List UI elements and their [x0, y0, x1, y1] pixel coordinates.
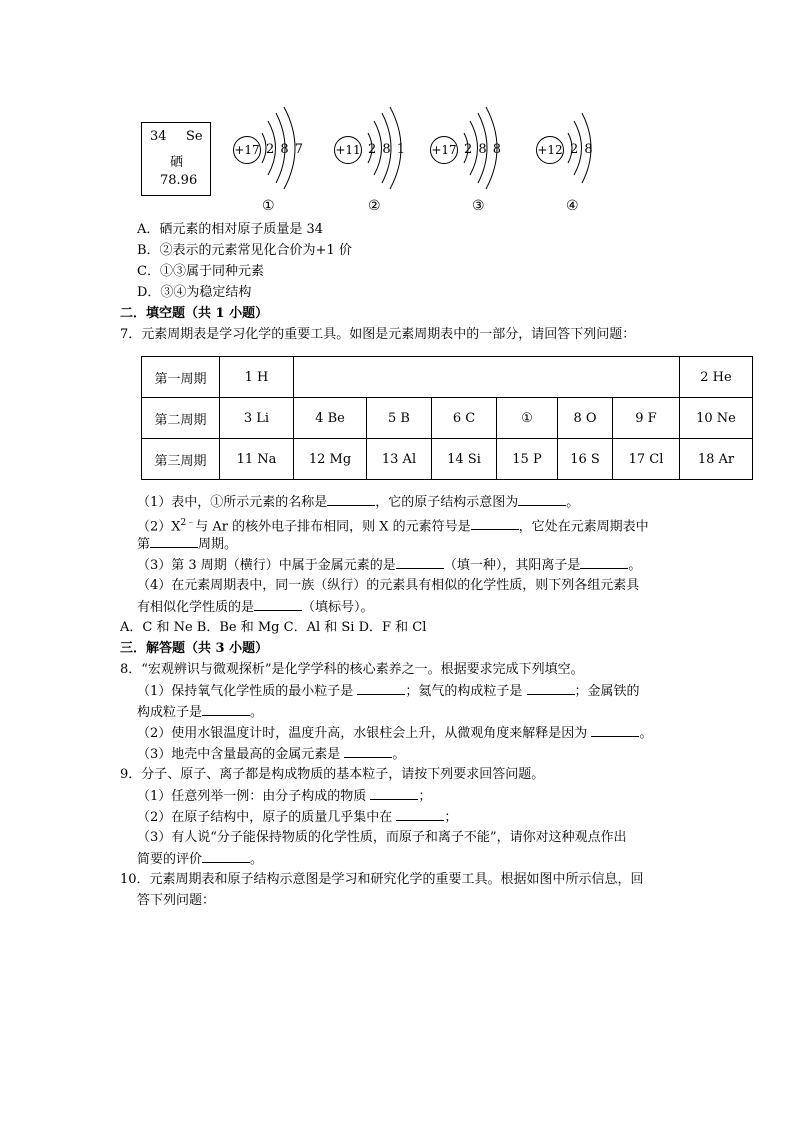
table-row: [142, 398, 753, 439]
atom-diagram-3: [430, 103, 540, 193]
cell: 5 B: [367, 398, 432, 439]
q9-stem: 9．分子、原子、离子都是构成物质的基本粒子，请按下列要求回答问题。: [120, 767, 545, 782]
text: 第: [137, 537, 151, 552]
cell: 3 Li: [220, 398, 294, 439]
text: 。: [250, 852, 264, 867]
option-b: B．②表示的元素常见化合价为+1 价: [137, 243, 352, 258]
atomic-mass: 78.96: [160, 173, 198, 188]
nucleus: +17: [430, 136, 458, 164]
q7-options: A．C 和 Ne B．Be 和 Mg C．Al 和 Si D．F 和 Cl: [120, 620, 427, 635]
cell: ①: [497, 398, 558, 439]
answer-blank[interactable]: [580, 555, 628, 569]
cell: 6 C: [432, 398, 497, 439]
answer-blank[interactable]: [591, 723, 639, 737]
element-symbol: Se: [186, 129, 203, 144]
text: 。: [566, 495, 580, 510]
answer-blank[interactable]: [344, 744, 392, 758]
row-head: 第一周期: [142, 357, 220, 398]
text: 。: [639, 726, 653, 741]
text: 简要的评价: [137, 852, 203, 867]
section-answer: 三．解答题（共 3 小题）: [120, 641, 269, 656]
text: 。: [392, 747, 406, 762]
option-d: D．③④为稳定结构: [137, 285, 252, 300]
atom-label-2: ②: [368, 198, 381, 214]
atom-diagram-4: [534, 103, 644, 193]
q7-part1: [137, 492, 579, 513]
nucleus: +17: [233, 136, 261, 164]
cell: 2 He: [680, 357, 753, 398]
text: （1）保持氧气化学性质的最小粒子是: [137, 684, 358, 699]
text: 。: [628, 558, 642, 573]
atom-label-3: ③: [472, 198, 485, 214]
electron-shells: 2 8 8: [464, 142, 503, 157]
cell: 11 Na: [220, 439, 294, 480]
nucleus: +11: [334, 136, 362, 164]
empty-cell: [294, 357, 680, 398]
nucleus: +12: [536, 136, 564, 164]
option-a: A．硒元素的相对原子质量是 34: [137, 222, 324, 237]
text: ；: [418, 789, 432, 804]
cell: 10 Ne: [680, 398, 753, 439]
cell: 15 P: [497, 439, 558, 480]
text: ；氦气的构成粒子是: [405, 684, 527, 699]
q8-part2: [137, 723, 652, 744]
q9-part1: [137, 786, 431, 807]
answer-blank[interactable]: [327, 492, 375, 506]
q7-part4: （4）在元素周期表中，同一族（纵行）的元素具有相似的化学性质，则下列各组元素具: [137, 578, 640, 593]
cell: 13 Al: [367, 439, 432, 480]
q8-part3: [137, 744, 405, 765]
q8-part1: [137, 681, 640, 702]
atom-diagram-1: [228, 103, 338, 193]
answer-blank[interactable]: [396, 807, 444, 821]
element-name: 硒: [170, 155, 184, 170]
electron-shells: 2 8: [570, 142, 594, 157]
answer-blank[interactable]: [527, 681, 575, 695]
q9-part2: [137, 807, 457, 828]
q8-part1-cont: [137, 702, 263, 723]
answer-blank[interactable]: [202, 849, 250, 863]
electron-shells: 2 8 7: [266, 142, 305, 157]
text: 。: [250, 705, 264, 720]
text: ，它处在元素周期表中: [518, 519, 649, 535]
table-row: [142, 357, 753, 398]
q9-part3: （3）有人说“分子能保持物质的化学性质，而原子和离子不能”，请你对这种观点作出: [137, 830, 627, 845]
answer-blank[interactable]: [471, 516, 519, 530]
text: 有相似化学性质的是: [137, 600, 255, 615]
element-card: [141, 122, 211, 196]
table-row: [142, 439, 753, 480]
atom-diagram-2: [334, 103, 444, 193]
q7-part2-cont: [137, 534, 237, 555]
charge-superscript: 2﹣: [180, 518, 196, 528]
text: （2）在原子结构中，原子的质量几乎集中在: [137, 810, 397, 825]
q9-part3-cont: [137, 849, 263, 870]
answer-blank[interactable]: [150, 534, 198, 548]
row-head: 第三周期: [142, 439, 220, 480]
answer-blank[interactable]: [396, 555, 444, 569]
cell: 9 F: [613, 398, 680, 439]
atomic-number: 34: [150, 129, 167, 144]
text: （2）X: [137, 519, 181, 535]
text: 与 Ar 的核外电子排布相同，则 X 的元素符号是: [195, 519, 471, 535]
q10-stem-cont: 答下列问题：: [137, 893, 216, 908]
periodic-table: [141, 356, 753, 480]
text: （2）使用水银温度计时，温度升高，水银柱会上升，从微观角度来解释是因为: [137, 726, 592, 741]
text: （填标号）。: [302, 600, 374, 615]
option-c: C．①③属于同种元素: [137, 264, 264, 279]
text: ，它的原子结构示意图为: [375, 495, 519, 510]
q7-part3: [137, 555, 641, 576]
answer-blank[interactable]: [202, 702, 250, 716]
text: （填一种），其阳离子是: [443, 558, 581, 573]
cell: 8 O: [558, 398, 613, 439]
atom-label-4: ④: [566, 198, 579, 214]
q7-stem: 7．元素周期表是学习化学的重要工具。如图是元素周期表中的一部分，请回答下列问题：: [120, 327, 636, 342]
cell: 14 Si: [432, 439, 497, 480]
text: 构成粒子是: [137, 705, 203, 720]
cell: 17 Cl: [613, 439, 680, 480]
text: （3）地壳中含量最高的金属元素是: [137, 747, 345, 762]
text: （3）第 3 周期（横行）中属于金属元素的是: [137, 558, 396, 573]
electron-shells: 2 8 1: [368, 142, 407, 157]
cell: 16 S: [558, 439, 613, 480]
cell: 18 Ar: [680, 439, 753, 480]
cell: 4 Be: [294, 398, 367, 439]
answer-blank[interactable]: [370, 786, 418, 800]
text: 周期。: [198, 537, 238, 552]
section-fill-in: 二．填空题（共 1 小题）: [120, 306, 269, 321]
q8-stem: 8．“宏观辨识与微观探析”是化学学科的核心素养之一。根据要求完成下列填空。: [120, 662, 584, 677]
answer-blank[interactable]: [254, 597, 302, 611]
cell: 1 H: [220, 357, 294, 398]
text: ；: [444, 810, 458, 825]
atom-label-1: ①: [262, 198, 275, 214]
answer-blank[interactable]: [357, 681, 405, 695]
row-head: 第二周期: [142, 398, 220, 439]
q7-part4-cont: [137, 597, 374, 618]
cell: 12 Mg: [294, 439, 367, 480]
text: （1）表中，①所示元素的名称是: [137, 495, 328, 510]
text: （1）任意列举一例：由分子构成的物质: [137, 789, 371, 804]
answer-blank[interactable]: [518, 492, 566, 506]
text: ；金属铁的: [574, 684, 640, 699]
q10-stem: 10．元素周期表和原子结构示意图是学习和研究化学的重要工具。根据如图中所示信息，回: [120, 872, 644, 887]
